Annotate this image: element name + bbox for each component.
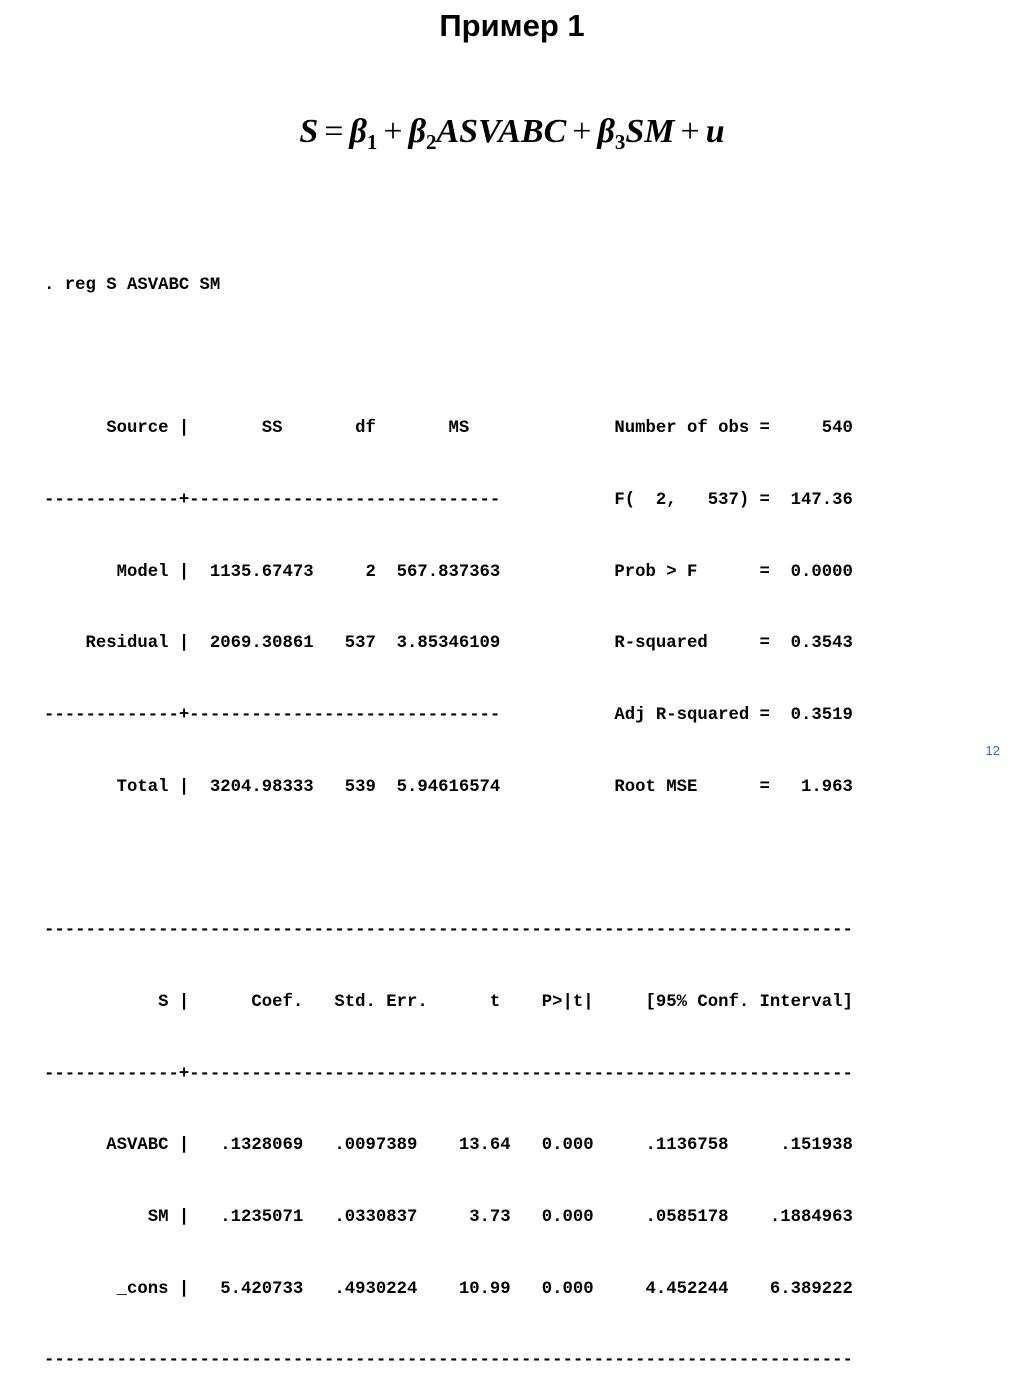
formula-beta-1: β	[349, 113, 367, 150]
formula-sub-3: 3	[614, 130, 626, 154]
coef-table-header-row: S | Coef. Std. Err. t P>|t| [95% Conf. Interval]	[44, 992, 853, 1012]
blank-line	[44, 346, 853, 370]
formula-beta-2: β	[408, 113, 426, 150]
coef-row-asvabc: ASVABC | .1328069 .0097389 13.64 0.000 .1136758 .151938	[44, 1136, 853, 1156]
formula-plus-3: +	[680, 113, 700, 150]
coef-table-bottom-rule: ------------------------------------------------------------------------------	[44, 1351, 853, 1371]
coef-table-top-rule: ------------------------------------------------------------------------------	[44, 921, 853, 941]
formula-error-term: u	[705, 113, 725, 150]
anova-residual-row: Residual | 2069.30861 537 3.85346109 R-squared = 0.3543	[44, 634, 853, 654]
coef-row-cons: _cons | 5.420733 .4930224 10.99 0.000 4.452244 6.389222	[44, 1279, 853, 1299]
page-number: 12	[985, 743, 1000, 758]
formula-sub-1: 1	[366, 130, 378, 154]
stata-regression-output	[44, 226, 853, 1397]
formula-var-sm: SM	[625, 113, 675, 150]
coef-row-sm: SM | .1235071 .0330837 3.73 0.000 .0585178 .1884963	[44, 1207, 853, 1227]
formula-beta-3: β	[597, 113, 615, 150]
anova-model-row: Model | 1135.67473 2 567.837363 Prob > F = 0.0000	[44, 562, 853, 582]
blank-line	[44, 847, 853, 871]
formula-lhs: S	[299, 113, 319, 150]
anova-total-row: Total | 3204.98333 539 5.94616574 Root MSE = 1.963	[44, 777, 853, 797]
coef-table-separator: -------------+----------------------------------------------------------------	[44, 1064, 853, 1084]
slide-title: Пример 1	[439, 8, 585, 43]
anova-separator-row: -------------+------------------------------ F( 2, 537) = 147.36	[44, 490, 853, 510]
stata-command: . reg S ASVABC SM	[44, 275, 221, 295]
regression-formula	[0, 113, 1024, 154]
formula-var-asvabc: ASVABC	[436, 113, 567, 150]
formula-plus-2: +	[572, 113, 592, 150]
formula-plus-1: +	[383, 113, 403, 150]
anova-header-row: Source | SS df MS Number of obs = 540	[44, 419, 853, 439]
formula-sub-2: 2	[426, 130, 437, 154]
anova-separator-row-2: -------------+------------------------------ Adj R-squared = 0.3519	[44, 706, 853, 726]
formula-equals: =	[324, 113, 344, 150]
